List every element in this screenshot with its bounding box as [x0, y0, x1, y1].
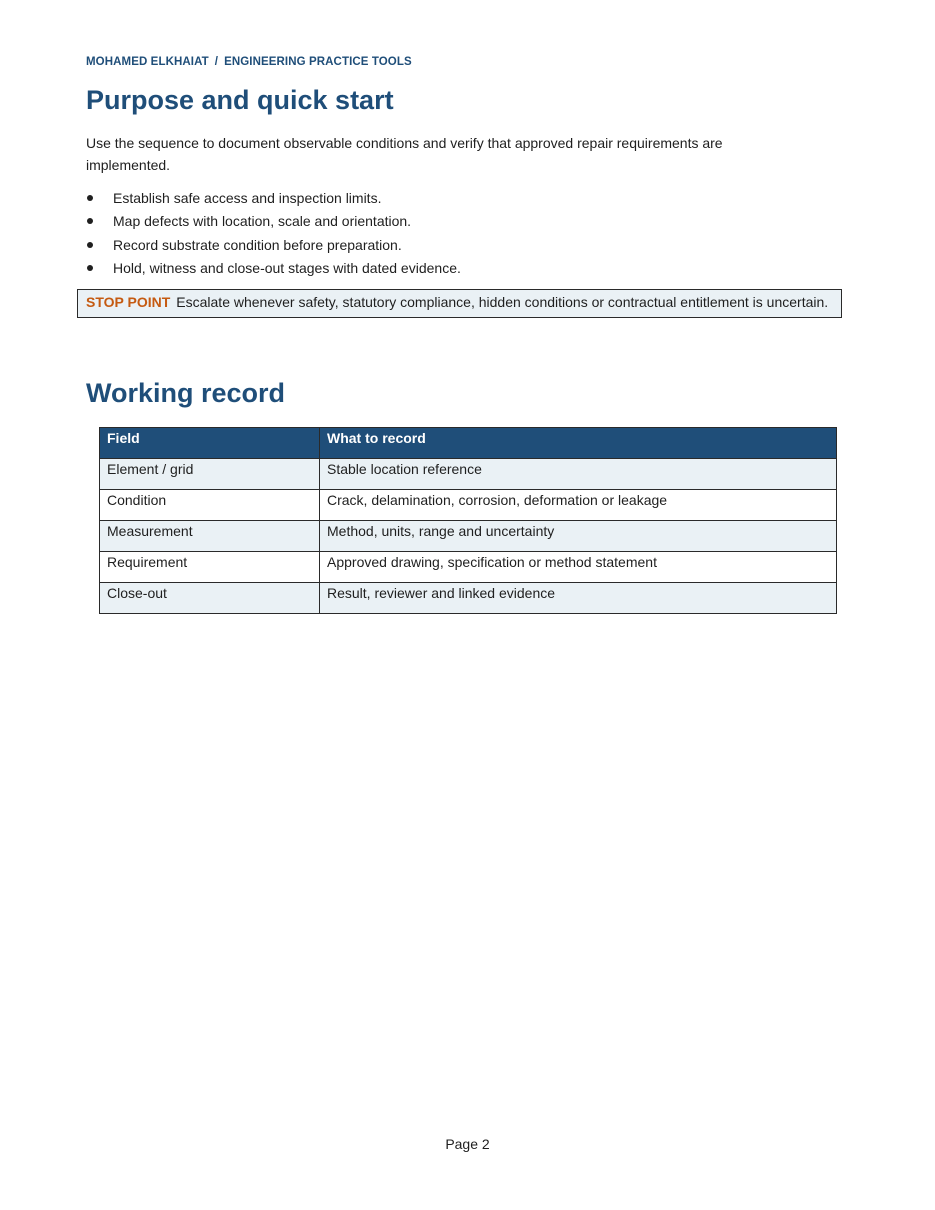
table-cell: Close-out [100, 583, 320, 614]
section-title-working-record: Working record [86, 378, 286, 408]
list-item [86, 234, 461, 257]
table-cell: Method, units, range and uncertainty [320, 521, 837, 552]
table-cell: Condition [100, 490, 320, 521]
table-row [100, 459, 837, 490]
page-number: Page 2 [445, 1136, 490, 1152]
bullet-icon [87, 242, 93, 248]
table-cell: Crack, delamination, corrosion, deformation or leakage [320, 490, 837, 521]
table-row [100, 552, 837, 583]
table-cell: Result, reviewer and linked evidence [320, 583, 837, 614]
list-item-text: Hold, witness and close-out stages with dated evidence. [113, 259, 461, 276]
list-item [86, 187, 461, 210]
checklist-bullets [86, 187, 461, 280]
bullet-icon [87, 265, 93, 271]
column-header-field: Field [100, 428, 320, 459]
stop-point-callout [77, 289, 842, 318]
table-cell: Stable location reference [320, 459, 837, 490]
running-header [86, 56, 412, 68]
list-item [86, 210, 461, 233]
list-item-text: Map defects with location, scale and orientation. [113, 213, 412, 230]
list-item [86, 257, 461, 280]
table-row [100, 583, 837, 614]
header-author: MOHAMED ELKHAIAT [86, 56, 209, 68]
table-cell: Requirement [100, 552, 320, 583]
intro-paragraph: Use the sequence to document observable conditions and verify that approved repair requirements are implemented. [86, 135, 723, 173]
list-item-text: Record substrate condition before preparation. [113, 236, 402, 253]
stop-point-text: Escalate whenever safety, statutory compliance, hidden conditions or contractual entitlement is uncertain. [176, 294, 829, 310]
table-cell: Measurement [100, 521, 320, 552]
table-row [100, 490, 837, 521]
bullet-icon [87, 195, 93, 201]
header-separator: / [214, 56, 219, 68]
table-header-row [100, 428, 837, 459]
header-collection: ENGINEERING PRACTICE TOOLS [224, 56, 412, 68]
bullet-icon [87, 218, 93, 224]
stop-point-label: STOP POINT [86, 294, 171, 310]
table-cell: Element / grid [100, 459, 320, 490]
section-title-purpose: Purpose and quick start [86, 85, 394, 115]
column-header-what-to-record: What to record [320, 428, 837, 459]
table-cell: Approved drawing, specification or method statement [320, 552, 837, 583]
table-row [100, 521, 837, 552]
list-item-text: Establish safe access and inspection limits. [113, 190, 382, 206]
working-record-table [99, 427, 837, 614]
